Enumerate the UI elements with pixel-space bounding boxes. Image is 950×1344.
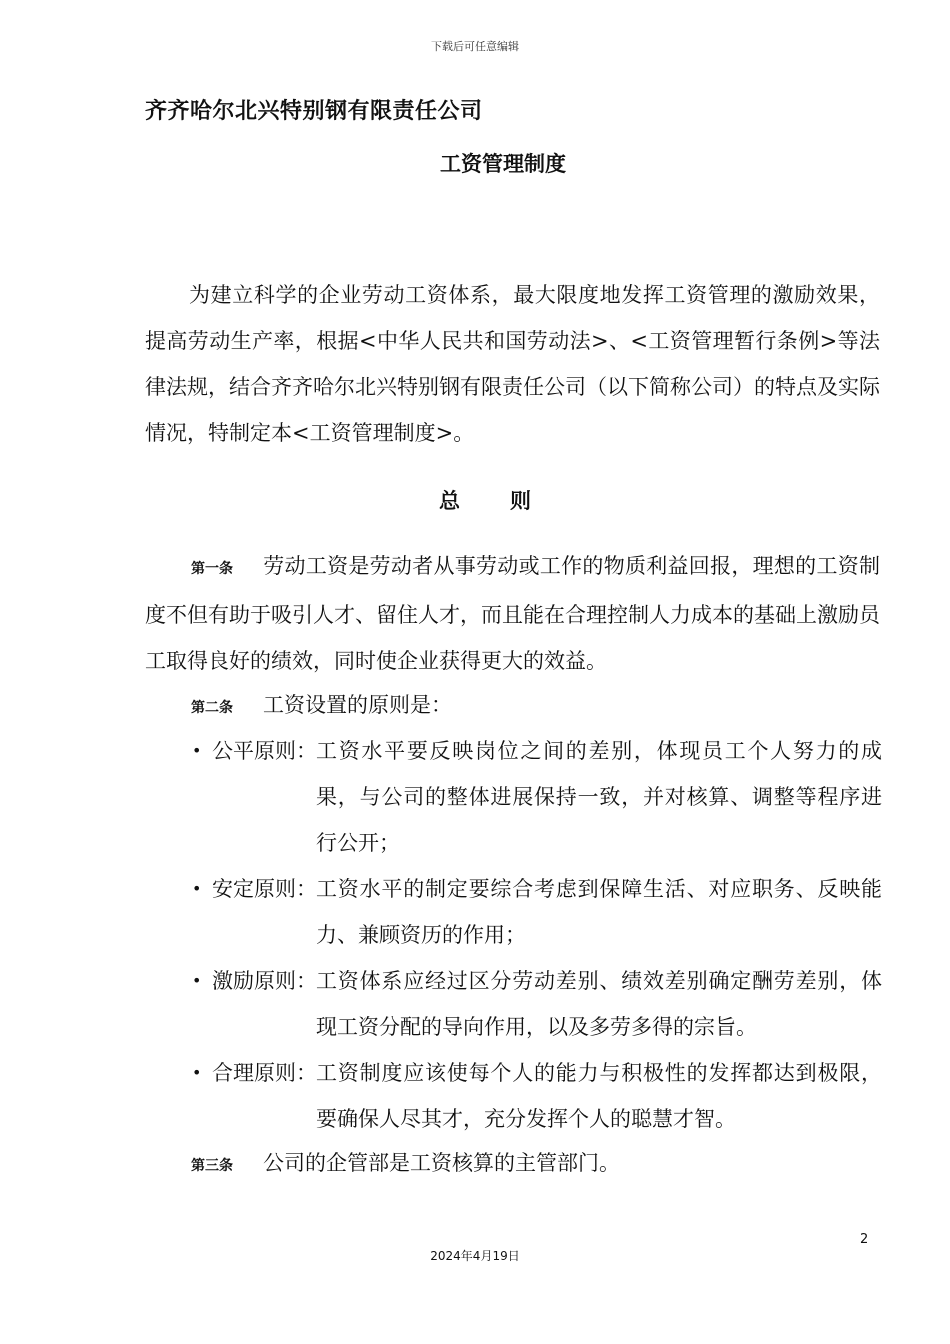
principle-item	[192, 728, 882, 866]
article-text: 工资设置的原则是：	[263, 693, 452, 717]
article-2	[145, 682, 880, 731]
footer-date: 2024年4月19日	[430, 1249, 520, 1263]
principle-name: 安定原则：	[212, 877, 317, 901]
bullet-icon: •	[192, 1063, 202, 1082]
article-1	[145, 543, 880, 684]
article-label: 第二条	[191, 700, 233, 716]
principle-name: 合理原则：	[212, 1061, 317, 1085]
principle-name: 激励原则：	[212, 969, 317, 993]
document-title: 工资管理制度	[440, 152, 566, 176]
principle-text: 工资体系应经过区分劳动差别、绩效差别确定酬劳差别，体现工资分配的导向作用，以及多劳多得的宗旨。	[316, 969, 882, 1039]
principle-item	[192, 1050, 882, 1142]
principle-text: 工资制度应该使每个人的能力与积极性的发挥都达到极限，要确保人尽其才，充分发挥个人的聪慧才智。	[316, 1061, 882, 1131]
principle-text: 工资水平的制定要综合考虑到保障生活、对应职务、反映能力、兼顾资历的作用；	[316, 877, 882, 947]
page-number: 2	[860, 1232, 869, 1247]
article-label: 第三条	[191, 1158, 233, 1174]
bullet-icon: •	[192, 879, 202, 898]
principle-name: 公平原则：	[212, 739, 317, 763]
bullet-icon: •	[192, 971, 202, 990]
article-3	[145, 1140, 880, 1189]
intro-paragraph: 为建立科学的企业劳动工资体系，最大限度地发挥工资管理的激励效果，提高劳动生产率，根据<中华人民共和国劳动法>、<工资管理暂行条例>等法律法规，结合齐齐哈尔北兴特别钢有限责任公司（以下简称公司）的特点及实际情况，特制定本<工资管理制度>。	[145, 283, 880, 445]
principle-item	[192, 866, 882, 958]
company-name: 齐齐哈尔北兴特别钢有限责任公司	[145, 99, 483, 124]
article-text: 劳动工资是劳动者从事劳动或工作的物质利益回报，理想的工资制度不但有助于吸引人才、留住人才，而且能在合理控制人力成本的基础上激励员工取得良好的绩效，同时使企业获得更大的效益。	[145, 554, 880, 673]
principle-text: 工资水平要反映岗位之间的差别，体现员工个人努力的成果，与公司的整体进展保持一致，并对核算、调整等程序进行公开；	[316, 739, 882, 855]
section-heading: 总则	[439, 489, 581, 513]
article-text: 公司的企管部是工资核算的主管部门。	[263, 1151, 620, 1175]
header-note: 下载后可任意编辑	[431, 40, 519, 53]
bullet-icon: •	[192, 741, 202, 760]
principle-item	[192, 958, 882, 1050]
article-label: 第一条	[191, 561, 233, 577]
